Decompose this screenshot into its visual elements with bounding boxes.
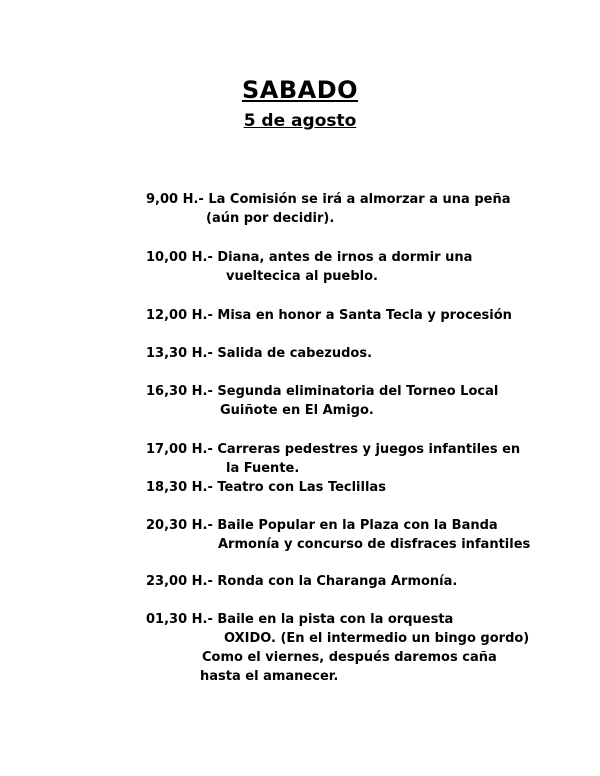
schedule-entry	[146, 478, 386, 497]
entry-text: Baile en la pista con la orquesta	[217, 612, 454, 627]
entry-text: Salida de cabezudos.	[217, 346, 373, 361]
schedule-entry	[146, 440, 520, 478]
entry-time: 10,00 H.-	[146, 250, 218, 265]
schedule-entry	[146, 344, 372, 363]
schedule-entry	[146, 190, 511, 228]
page-title: SABADO	[241, 76, 359, 104]
entry-text-cont: OXIDO. (En el intermedio un bingo gordo)	[224, 631, 530, 646]
entry-text-cont: la Fuente.	[226, 461, 300, 476]
schedule-entry	[146, 382, 498, 420]
entry-text: La Comisión se irá a almorzar a una peña	[208, 192, 511, 207]
footer-line: hasta el amanecer.	[200, 669, 339, 684]
entry-text: Carreras pedestres y juegos infantiles en	[217, 442, 521, 457]
entry-time: 16,30 H.-	[146, 384, 218, 399]
entry-time: 9,00 H.-	[146, 192, 209, 207]
entry-time: 18,30 H.-	[146, 480, 218, 495]
entry-time: 23,00 H.-	[146, 574, 218, 589]
entry-text-cont: Armonía y concurso de disfraces infantiles	[218, 537, 531, 552]
entry-time: 13,30 H.-	[146, 346, 218, 361]
footer-line: Como el viernes, después daremos caña	[202, 650, 497, 665]
entry-time: 17,00 H.-	[146, 442, 218, 457]
entry-time: 20,30 H.-	[146, 518, 218, 533]
entry-time: 01,30 H.-	[146, 612, 218, 627]
entry-text: Segunda eliminatoria del Torneo Local	[217, 384, 499, 399]
entry-time: 12,00 H.-	[146, 308, 218, 323]
entry-text: Diana, antes de irnos a dormir una	[217, 250, 473, 265]
schedule-entry	[146, 610, 529, 648]
entry-text-cont: vueltecica al pueblo.	[226, 269, 378, 284]
footer-note	[146, 648, 497, 686]
entry-text-cont: Guiñote en El Amigo.	[220, 403, 374, 418]
schedule-entry	[146, 306, 512, 325]
entry-text: Teatro con Las Teclillas	[217, 480, 386, 495]
entry-text: Baile Popular en la Plaza con la Banda	[217, 518, 498, 533]
entry-text: Ronda con la Charanga Armonía.	[217, 574, 458, 589]
page-date: 5 de agosto	[243, 111, 357, 131]
schedule-entry	[146, 572, 457, 591]
entry-text-cont: (aún por decidir).	[206, 211, 335, 226]
schedule-entry	[146, 248, 472, 286]
entry-text: Misa en honor a Santa Tecla y procesión	[217, 308, 512, 323]
schedule-entry	[146, 516, 530, 554]
